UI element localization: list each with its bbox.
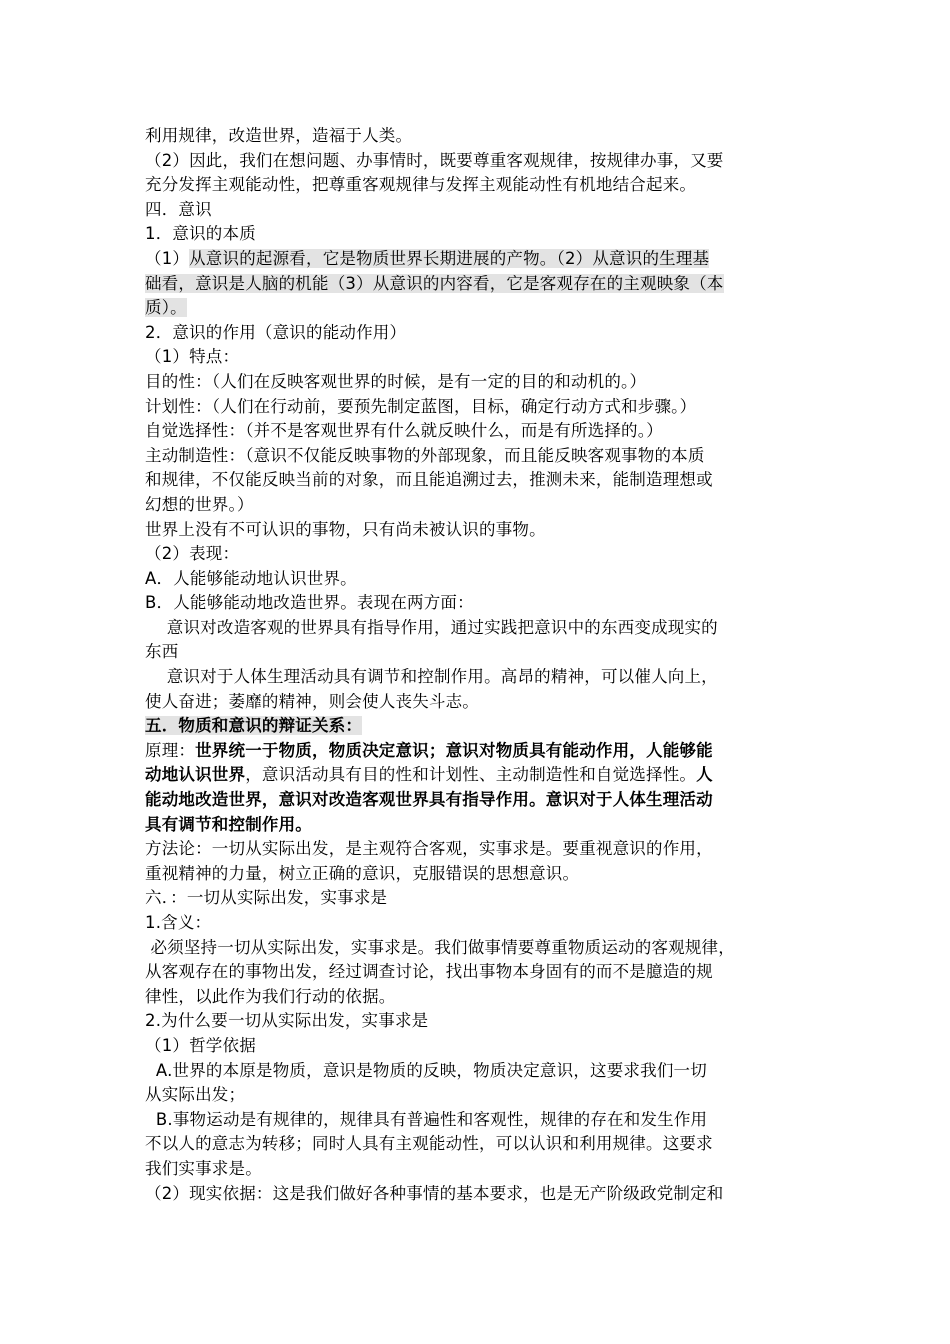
text-line: 从实际出发； (145, 1085, 246, 1105)
text-line: （2）现实依据：这是我们做好各种事情的基本要求，也是无产阶级政党制定和 (145, 1183, 724, 1203)
text-line: 意识对于人体生理活动具有调节和控制作用。高昂的精神，可以催人向上， (145, 667, 718, 687)
text-line: （2）表现： (145, 544, 240, 564)
text-line (145, 296, 815, 321)
text-line (145, 272, 815, 297)
text-line (145, 247, 815, 272)
text-line: A．人能够能动地认识世界。 (145, 568, 357, 588)
bold-text: 人 (696, 765, 713, 785)
text-line: （1）哲学依据 (145, 1035, 256, 1055)
subsection-heading: 1.含义： (145, 913, 212, 932)
text-line: 目的性：（人们在反映客观世界的时候，是有一定的目的和动机的。） (145, 371, 647, 391)
text-line: 世界上没有不可认识的事物，只有尚未被认识的事物。 (145, 519, 546, 539)
text-line: B．人能够能动地改造世界。表现在两方面： (145, 593, 474, 613)
text-line: 重视精神的力量，树立正确的意识，克服错误的思想意识。 (145, 863, 580, 883)
text-line: 使人奋进；萎靡的精神，则会使人丧失斗志。 (145, 691, 479, 711)
text-line: 自觉选择性：（并不是客观世界有什么就反映什么，而是有所选择的。） (145, 421, 663, 441)
text-run: 原理： (145, 740, 196, 760)
text-line (145, 763, 815, 788)
text-line: A.世界的本原是物质，意识是物质的反映，物质决定意识，这要求我们一切 (145, 1060, 707, 1080)
text-line: （1）特点： (145, 347, 240, 367)
text-line: 方法论：一切从实际出发，是主观符合客观，实事求是。要重视意识的作用， (145, 839, 713, 859)
section-heading: 四．意识 (145, 199, 212, 219)
text-line: 利用规律，改造世界，造福于人类。 (145, 126, 413, 145)
highlighted-text: 五．物质和意识的辩证关系： (145, 716, 363, 736)
text-line: 计划性：（人们在行动前，要预先制定蓝图，目标，确定行动方式和步骤。） (145, 396, 697, 416)
text-line: （2）因此，我们在想问题、办事情时，既要尊重客观规律，按规律办事，又要 (145, 150, 724, 170)
text-line: 从客观存在的事物出发，经过调查讨论，找出事物本身固有的而不是臆造的规 (145, 962, 713, 982)
text-run: ，意识活动具有目的性和计划性、主动制造性和自觉选择性。 (245, 765, 697, 785)
text-line: 东西 (145, 642, 179, 662)
section-heading: 六．：一切从实际出发，实事求是 (145, 888, 388, 908)
highlighted-text: 础看，意识是人脑的机能（3）从意识的内容看，它是客观存在的主观映象（本 (145, 273, 724, 293)
subsection-heading: 2.为什么要一切从实际出发，实事求是 (145, 1011, 429, 1031)
text-line: 律性，以此作为我们行动的依据。 (145, 986, 396, 1006)
text-line: 我们实事求是。 (145, 1158, 262, 1178)
text-line: 幻想的世界。） (145, 494, 254, 514)
text-run: （1） (145, 248, 190, 268)
document-page (145, 124, 815, 1206)
subsection-heading: 2．意识的作用（意识的能动作用） (145, 322, 407, 342)
subsection-heading: 1．意识的本质 (145, 224, 256, 244)
text-line: 充分发挥主观能动性，把尊重客观规律与发挥主观能动性有机地结合起来。 (145, 175, 697, 195)
bold-text: 动地认识世界 (145, 765, 246, 785)
section-heading (145, 714, 815, 739)
text-line: 和规律，不仅能反映当前的对象，而且能追溯过去，推测未来，能制造理想或 (145, 470, 713, 490)
highlighted-text: 从意识的起源看，它是物质世界长期进展的产物。（2）从意识的生理基 (189, 248, 710, 268)
text-line: 主动制造性：（意识不仅能反映事物的外部现象，而且能反映客观事物的本质 (145, 445, 705, 465)
text-line: 能动地改造世界，意识对改造客观世界具有指导作用。意识对于人体生理活动 (145, 790, 713, 810)
highlighted-text: 质）。 (145, 298, 187, 318)
bold-text: 世界统一于物质，物质决定意识；意识对物质具有能动作用，人能够能 (195, 740, 713, 760)
text-line (145, 739, 815, 764)
text-line: 必须坚持一切从实际出发，实事求是。我们做事情要尊重物质运动的客观规律， (145, 937, 735, 957)
text-line: B.事物运动是有规律的，规律具有普遍性和客观性，规律的存在和发生作用 (145, 1109, 708, 1129)
text-line: 意识对改造客观的世界具有指导作用，通过实践把意识中的东西变成现实的 (145, 617, 718, 637)
text-line: 具有调节和控制作用。 (145, 814, 312, 834)
text-line: 不以人的意志为转移；同时人具有主观能动性，可以认识和利用规律。这要求 (145, 1134, 713, 1154)
